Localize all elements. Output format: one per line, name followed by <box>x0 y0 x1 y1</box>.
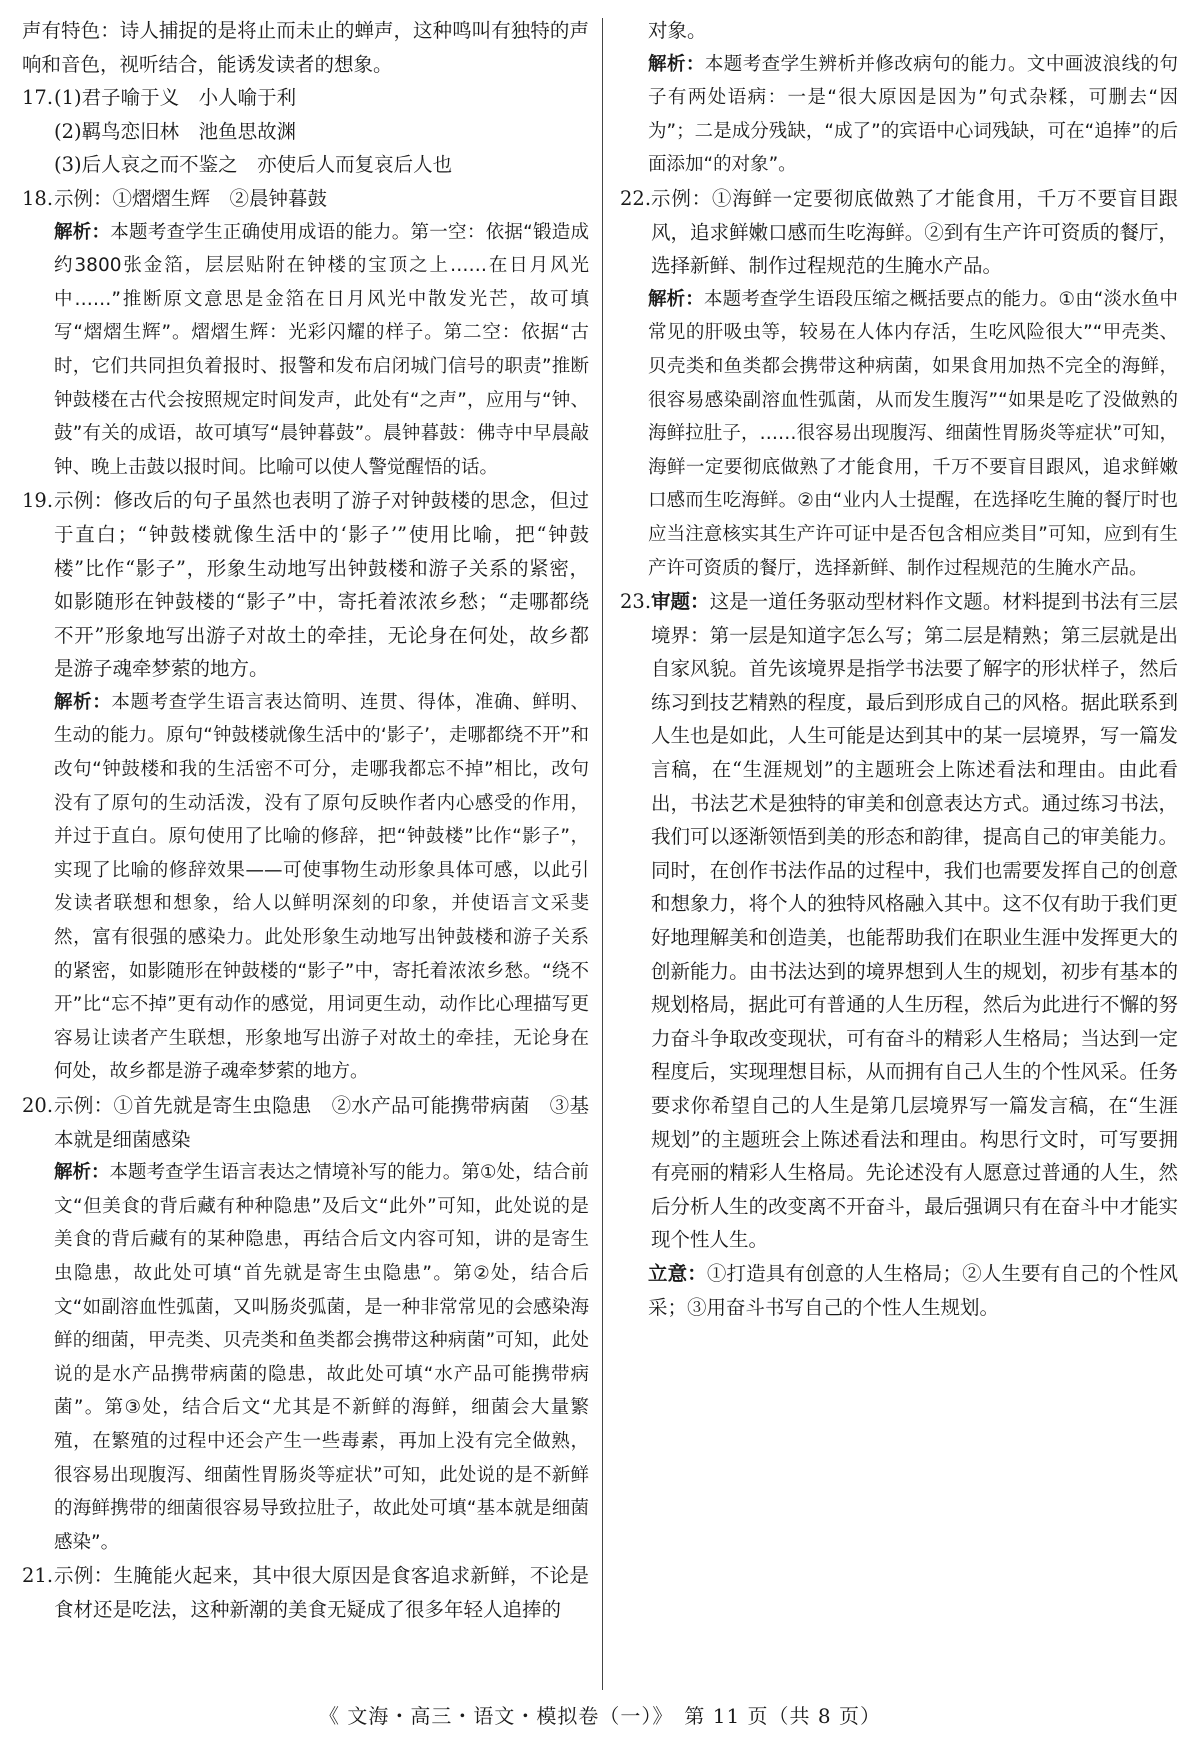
review-text: 这是一道任务驱动型材料作文题。材料提到书法有三层境界：第一层是知道字怎么写；第二层是精熟；第三层就是出自家风貌。首先该境界是指学书法要了解字的形状样子，然后练习到技艺精熟的程度，最后到形成自己的风格。据此联系到人生也是如此，人生可能是达到其中的某一层境界，写一篇发言稿，在“生涯规划”的主题班会上陈述看法和理由。由此看出，书法艺术是独特的审美和创意表达方式。通过练习书法，我们可以逐渐领悟到美的形态和韵律，提高自己的审美能力。同时，在创作书法作品的过程中，我们也需要发挥自己的创意和想象力，将个人的独特风格融入其中。这不仅有助于我们更好地理解美和创造美，也能帮助我们在职业生涯中发挥更大的创新能力。由书法达到的境界想到人生的规划，初步有基本的规划格局，据此可有普通的人生历程，然后为此进行不懈的努力奋斗争取改变现状，可有奋斗的精彩人生格局；当达到一定程度后，实现理想目标，从而拥有自己人生的个性风采。任务要求你希望自己的人生是第几层境界写一篇发言稿，在“生涯规划”的主题班会上陈述看法和理由。构思行文时，可写要拥有亮丽的精彩人生格局。先论述没有人愿意过普通的人生，然后分析人生的改变离不开奋斗，最后强调只有在奋斗中才能实现个性人生。 <box>651 590 1178 1252</box>
analysis-text: 本题考查学生辨析并修改病句的能力。文中画波浪线的句子有两处语病：一是“很大原因是因为”句式杂糅，可删去“因为”；二是成分残缺，“成了”的宾语中心词残缺，可在“追捧”的后面添加“的对象”。 <box>648 53 1178 176</box>
analysis-block <box>620 283 1178 585</box>
q16-continuation: 声有特色：诗人捕捉的是将止而未止的蝉声，这种鸣叫有独特的声响和音色，视听结合，能诱发读者的想象。 <box>22 19 589 76</box>
question-number: 23. <box>620 590 652 614</box>
theme-text: ①打造具有创意的人生格局；②人生要有自己的个性风采；③用奋斗书写自己的个性人生规划。 <box>648 1261 1178 1319</box>
analysis-label: 解析： <box>54 221 111 243</box>
answer-line: (1)君子喻于义 小人喻于利 <box>54 86 297 110</box>
review-label: 审题： <box>651 590 710 614</box>
left-column <box>22 14 589 1627</box>
question-19 <box>22 484 589 686</box>
question-22 <box>620 182 1178 283</box>
analysis-text: 本题考查学生正确使用成语的能力。第一空：依据“锻造成约3800张金箔，层层贴附在钟楼的宝顶之上……在日月风光中……”推断原文意思是金箔在日月风光中散发光芒，故可填写“熠熠生辉”。熠熠生辉：光彩闪耀的样子。第二空：依据“古时，它们共同担负着报时、报警和发布启闭城门信号的职责”推断钟鼓楼在古代会按照规定时间发声，此处有“之声”，应用与“钟、鼓”有关的成语，故可填写“晨钟暮鼓”。晨钟暮鼓：佛寺中早晨敲钟、晚上击鼓以报时间。比喻可以使人警觉醒悟的话。 <box>54 221 589 478</box>
question-18 <box>22 182 589 216</box>
analysis-block <box>620 48 1178 182</box>
question-number: 22. <box>620 186 652 210</box>
analysis-text: 本题考查学生语言表达之情境补写的能力。第①处，结合前文“但美食的背后藏有种种隐患”及后文“此外”可知，此处说的是美食的背后藏有的某种隐患，再结合后文内容可知，讲的是寄生虫隐患，故此处可填“首先就是寄生虫隐患”。第②处，结合后文“如副溶血性弧菌，又叫肠炎弧菌，是一种非常常见的会感染海鲜的细菌，甲壳类、贝壳类和鱼类都会携带这种病菌”可知，此处说的是水产品携带病菌的隐患，故此处可填“水产品可能携带病菌”。第③处，结合后文“尤其是不新鲜的海鲜，细菌会大量繁殖，在繁殖的过程中还会产生一些毒素，再加上没有完全做熟，很容易出现腹泻、细菌性胃肠炎等症状”可知，此处说的是不新鲜的海鲜携带的细菌很容易导致拉肚子，故此处可填“基本就是细菌感染”。 <box>54 1162 589 1553</box>
question-number: 20. <box>22 1094 54 1117</box>
answer-text: 示例：修改后的句子虽然也表明了游子对钟鼓楼的思念，但过于直白；“钟鼓楼就像生活中的‘影子’”使用比喻，把“钟鼓楼”比作“影子”，形象生动地写出钟鼓楼和游子关系的紧密，如影随形在钟鼓楼的“影子”中，寄托着浓浓乡愁；“走哪都绕不开”形象地写出游子对故土的牵挂，无论身在何处，故乡都是游子魂牵梦萦的地方。 <box>54 489 589 681</box>
answer-text: 示例：生腌能火起来，其中很大原因是食客追求新鲜，不论是食材还是吃法，这种新潮的美食无疑成了很多年轻人追捧的 <box>54 1564 589 1621</box>
answer-text: 示例：①海鲜一定要彻底做熟了才能食用，千万不要盲目跟风，追求鲜嫩口感而生吃海鲜。②到有生产许可资质的餐厅，选择新鲜、制作过程规范的生腌水产品。 <box>651 186 1178 278</box>
analysis-label: 解析： <box>648 288 704 310</box>
answer-line: (3)后人哀之而不鉴之 亦使后人而复哀后人也 <box>54 153 453 177</box>
question-number: 21. <box>22 1564 54 1588</box>
page-footer: 《 文海・高三・语文・模拟卷（一）》 第 11 页（共 8 页） <box>319 1704 881 1728</box>
analysis-block <box>22 216 589 485</box>
question-21 <box>22 1559 589 1626</box>
question-number: 17. <box>22 86 54 110</box>
question-17 <box>22 81 589 182</box>
analysis-block <box>22 1156 589 1559</box>
analysis-label: 解析： <box>54 691 112 713</box>
analysis-label: 解析： <box>54 1162 110 1184</box>
answer-text: 示例：①熠熠生辉 ②晨钟暮鼓 <box>54 186 328 210</box>
answer-text: 示例：①首先就是寄生虫隐患 ②水产品可能携带病菌 ③基本就是细菌感染 <box>54 1094 589 1151</box>
theme-block <box>620 1257 1178 1324</box>
analysis-block <box>22 686 589 1089</box>
question-23 <box>620 585 1178 1257</box>
theme-label: 立意： <box>648 1261 707 1285</box>
question-number: 19. <box>22 489 54 513</box>
question-20 <box>22 1089 589 1156</box>
column-divider <box>602 18 603 1690</box>
review-block <box>651 585 1178 1257</box>
question-number: 18. <box>22 186 54 210</box>
analysis-text: 本题考查学生语段压缩之概括要点的能力。①由“淡水鱼中常见的肝吸虫等，较易在人体内存活，生吃风险很大”“甲壳类、贝壳类和鱼类都会携带这种病菌，如果食用加热不完全的海鲜，很容易感染副溶血性弧菌，从而发生腹泻”“如果是吃了没做熟的海鲜拉肚子，……很容易出现腹泻、细菌性胃肠炎等症状”可知，海鲜一定要彻底做熟了才能食用，千万不要盲目跟风，追求鲜嫩口感而生吃海鲜。②由“业内人士提醒，在选择吃生腌的餐厅时也应当注意核实其生产许可证中是否包含相应类目”可知，应到有生产许可资质的餐厅，选择新鲜、制作过程规范的生腌水产品。 <box>648 288 1178 579</box>
analysis-label: 解析： <box>648 53 705 75</box>
q21-continuation: 对象。 <box>648 19 707 42</box>
answer-line: (2)羁鸟恋旧林 池鱼思故渊 <box>54 119 297 143</box>
analysis-text: 本题考查学生语言表达简明、连贯、得体，准确、鲜明、生动的能力。原句“钟鼓楼就像生活中的‘影子’，走哪都绕不开”和改句“钟鼓楼和我的生活密不可分，走哪我都忘不掉”相比，改句没有了原句的生动活泼，没有了原句反映作者内心感受的作用，并过于直白。原句使用了比喻的修辞，把“钟鼓楼”比作“影子”，实现了比喻的修辞效果——可使事物生动形象具体可感，以此引发读者联想和想象，给人以鲜明深刻的印象，并使语言文采斐然，富有很强的感染力。此处形象生动地写出钟鼓楼和游子关系的紧密，如影随形在钟鼓楼的“影子”中，寄托着浓浓乡愁。“绕不开”比“忘不掉”更有动作的感觉，用词更生动，动作比心理描写更容易让读者产生联想，形象地写出游子对故土的牵挂，无论身在何处，故乡都是游子魂牵梦萦的地方。 <box>54 691 589 1083</box>
right-column <box>620 14 1178 1324</box>
